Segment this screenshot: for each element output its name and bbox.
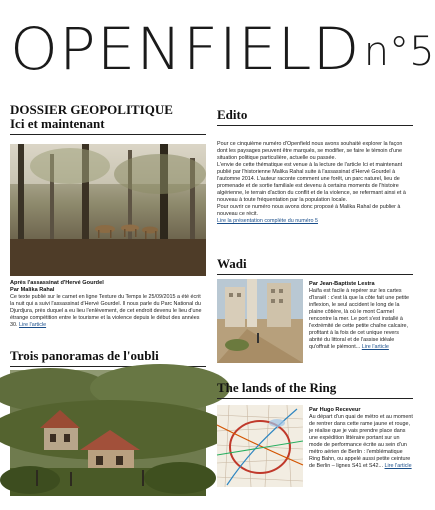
wadi-read-link[interactable]: Lire l'article (361, 344, 389, 350)
ring-section (217, 381, 413, 399)
edito-section (217, 108, 413, 225)
wadi-section (217, 257, 413, 275)
ring-read-link[interactable]: Lire l'article (384, 463, 412, 469)
wadi-title[interactable]: Wadi (217, 257, 413, 275)
abandoned-houses-photo[interactable] (10, 370, 206, 496)
edito-paragraph-1: Pour ce cinquième numéro d'Openfield nous avons souhaité explorer la façon dont les paysages peuvent être marqués, se modifier, se faire le témoin d'une situation politique particulière, actuelle ou passée. (217, 141, 403, 161)
wadi-city-photo[interactable] (217, 279, 303, 363)
wadi-article (309, 281, 413, 351)
berlin-map-photo[interactable] (217, 405, 303, 487)
ring-byline: Par Hugo Receveur (309, 407, 361, 413)
dossier-article (10, 280, 206, 329)
panoramas-title[interactable]: Trois panoramas de l'oubli (10, 349, 206, 367)
wadi-paragraph: Haïfa est facile à repérer sur les cartes d'Israël : c'est là que la côte fait une petite inflexion, le seul accident le long de la plaine côtière, là où le mont Carmel rencontre la mer. Le port s'est installé à l'extrémité de cette petite chaîne calcaire, profitant à la fois de cet unique revers abrité du littoral et de l'assise idéale qu'offrait le piémont... (309, 288, 410, 350)
edito-read-link[interactable]: Lire la présentation complète du numéro 5 (217, 218, 318, 224)
site-logo[interactable]: OPENFIELD (10, 15, 361, 83)
ring-title[interactable]: The lands of the Ring (217, 381, 413, 399)
ring-text (309, 414, 413, 470)
ring-paragraph: Au départ d'un quai de métro et au moment de rentrer dans cette rame jaune et rouge, je réalise que je vais prendre place dans une expédition littéraire portant sur un mode de performance écrite au sein d'un métro aérien de Berlin : l'emblématique Ring Bahn, ou appelé aussi petite ceinture de Berlin – lignes S41 et S42... (309, 414, 413, 469)
dossier-text (10, 294, 206, 329)
panoramas-section (10, 349, 206, 367)
dossier-section (10, 103, 206, 135)
dossier-read-link[interactable]: Lire l'article (19, 322, 47, 328)
edito-paragraph-2: L'envie de cette thématique est venue à la lecture de l'article Ici et maintenant publié par l'historienne Malika Rahal suite à l'assassinat d'Hervé Gourdel à l'automne 2014. L'auteur raconte comment une forêt, un parc naturel, lieu de promenade et de sortie familiale est devenu à certains moments de l'histoire algérienne, le terrain d'action du conflit et de la violence, se refermant ainsi et à nouveau à toute fréquentation par la population locale. (217, 162, 406, 203)
dossier-byline: Par Malika Rahal (10, 287, 55, 293)
edito-title[interactable]: Edito (217, 108, 413, 126)
dossier-title[interactable] (10, 103, 206, 135)
masthead (10, 6, 435, 83)
ring-article (309, 407, 413, 470)
issue-number: n°5 (363, 29, 435, 75)
dossier-paragraph: Ce texte publié sur le carnet en ligne Texture du Temps le 25/09/2015 a été écrit la nuit qui a suivi l'assassinat d'Hervé Gourdel. Il nous parle du Parc National du Djurdjura, près duquel a eu lieu l'enlèvement, de cet endroit devenu le lieu d'une étrange compétition entre le tourisme et la violence depuis le début des années 30. (10, 294, 202, 328)
edito-paragraph-3: Pour ouvrir ce numéro nous avons donc proposé à Malika Rahal de publier à nouveau ce récit. (217, 204, 401, 217)
dossier-headline[interactable]: Après l'assassinat d'Hervé Gourdel (10, 280, 104, 286)
dossier-title-line2: Ici et maintenant (10, 116, 105, 131)
wadi-byline: Par Jean-Baptiste Lestra (309, 281, 375, 287)
forest-deer-photo[interactable] (10, 144, 206, 276)
wadi-text (309, 288, 413, 351)
dossier-title-line1: DOSSIER GEOPOLITIQUE (10, 102, 173, 117)
edito-text (217, 141, 413, 225)
